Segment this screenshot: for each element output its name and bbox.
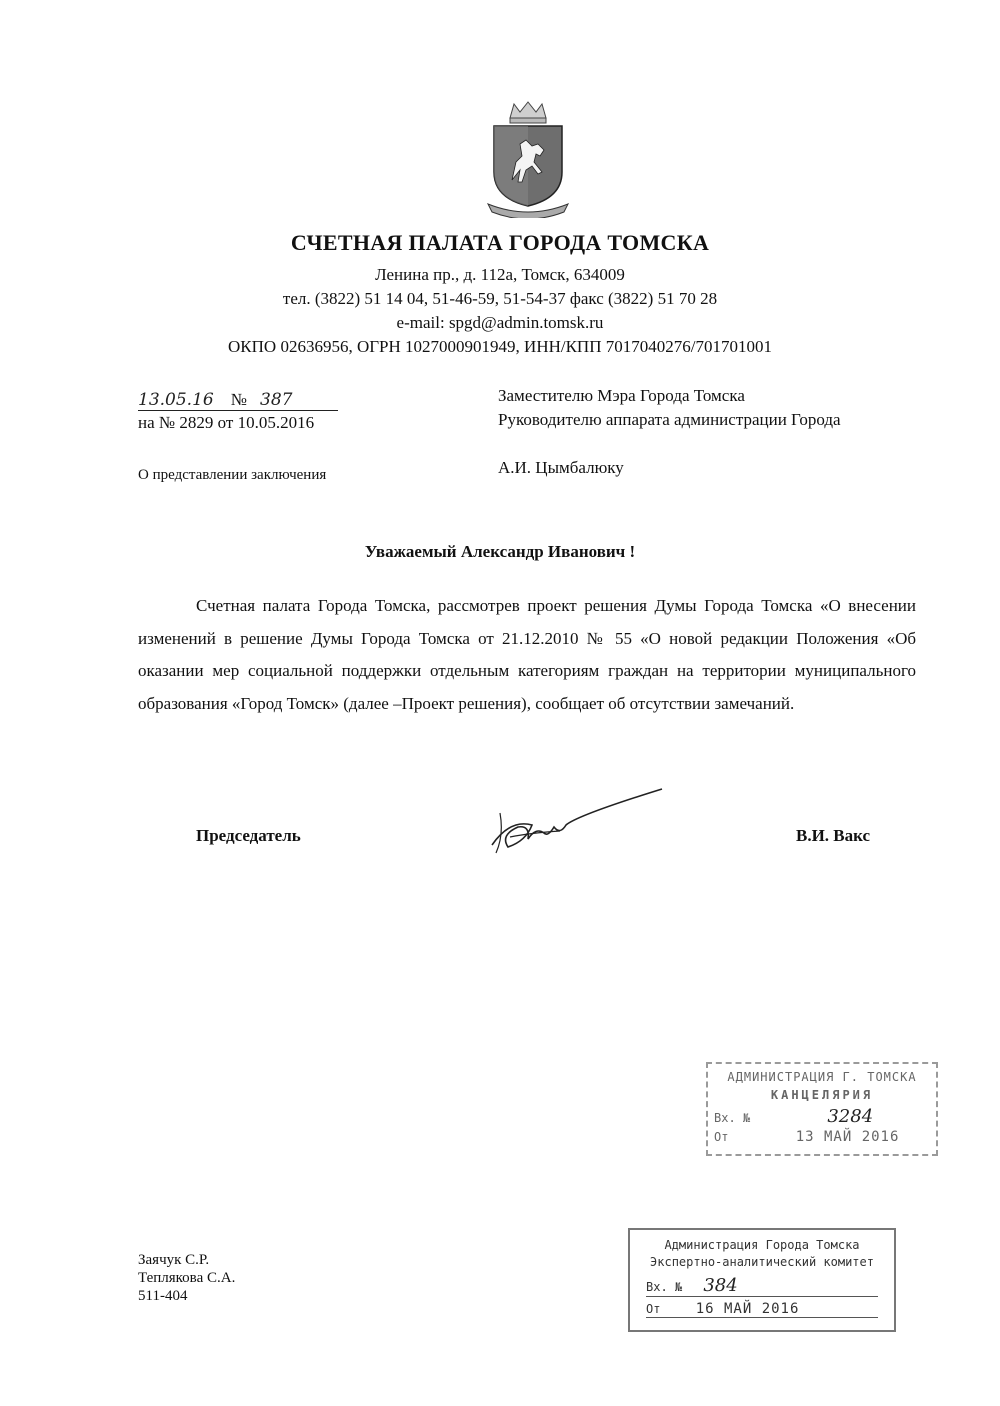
stamp-committee-in-number: 384 [703, 1275, 738, 1296]
chancellery-stamp [706, 1062, 938, 1156]
outgoing-date: 13.05.16 № 387 [138, 390, 293, 410]
organization-registry: ОКПО 02636956, ОГРН 1027000901949, ИНН/КПП 7017040276/701701001 [228, 337, 772, 356]
stamp-committee-line-2: Экспертно-аналитический комитет [650, 1255, 874, 1269]
organization-email: e-mail: spgd@admin.tomsk.ru [396, 313, 604, 332]
letter-body: Счетная палата Города Томска, рассмотрев проект решения Думы Города Томска «О внесении изменений в решение Думы Города Томска от 21.12.2010 № 55 «О новой редакции Положения «Об оказании мер социальной поддержки отдельным категориям граждан на территории муниципального образования «Город Томск» (далее –Проект решения), сообщает об отсутствии замечаний. [138, 596, 916, 713]
organization-title: СЧЕТНАЯ ПАЛАТА ГОРОДА ТОМСКА [290, 230, 710, 255]
addressee-line-1: Заместителю Мэра Города Томска [498, 386, 745, 405]
stamp-chancellery-from-label: От [714, 1130, 729, 1144]
coat-of-arms-icon [486, 100, 570, 218]
stamp-chancellery-date: 13 МАЙ 2016 [795, 1129, 900, 1145]
addressee-line-2: Руководителю аппарата администрации Города [498, 410, 841, 429]
reference-number: на № 2829 от 10.05.2016 [138, 413, 315, 432]
signatory-position: Председатель [196, 826, 301, 845]
stamp-committee-date: 16 МАЙ 2016 [695, 1301, 800, 1317]
executor-phone: 511-404 [138, 1288, 188, 1304]
outgoing-underline [138, 410, 338, 411]
executor-1: Заячук С.Р. [138, 1252, 210, 1268]
letter-subject: О представлении заключения [138, 467, 327, 483]
stamp-committee-in-label: Вх. № [646, 1280, 683, 1294]
stamp-committee-line-1: Администрация Города Томска [664, 1238, 860, 1252]
addressee-name: А.И. Цымбалюку [498, 458, 624, 477]
stamp-committee-from-label: От [646, 1302, 661, 1316]
signatory-name: В.И. Вакс [796, 826, 871, 845]
greeting: Уважаемый Александр Иванович ! [364, 542, 636, 561]
stamp-chancellery-in-number: 3284 [827, 1106, 874, 1127]
stamp-chancellery-line-2: КАНЦЕЛЯРИЯ [770, 1088, 874, 1102]
executor-2: Теплякова С.А. [138, 1270, 236, 1286]
stamp-chancellery-in-label: Вх. № [714, 1111, 751, 1125]
handwritten-signature [470, 775, 670, 870]
committee-stamp [628, 1228, 896, 1332]
organization-address: Ленина пр., д. 112а, Томск, 634009 [375, 265, 625, 284]
stamp-chancellery-line-1: АДМИНИСТРАЦИЯ Г. ТОМСКА [727, 1070, 917, 1084]
organization-phones: тел. (3822) 51 14 04, 51-46-59, 51-54-37 факс (3822) 51 70 28 [282, 289, 718, 308]
